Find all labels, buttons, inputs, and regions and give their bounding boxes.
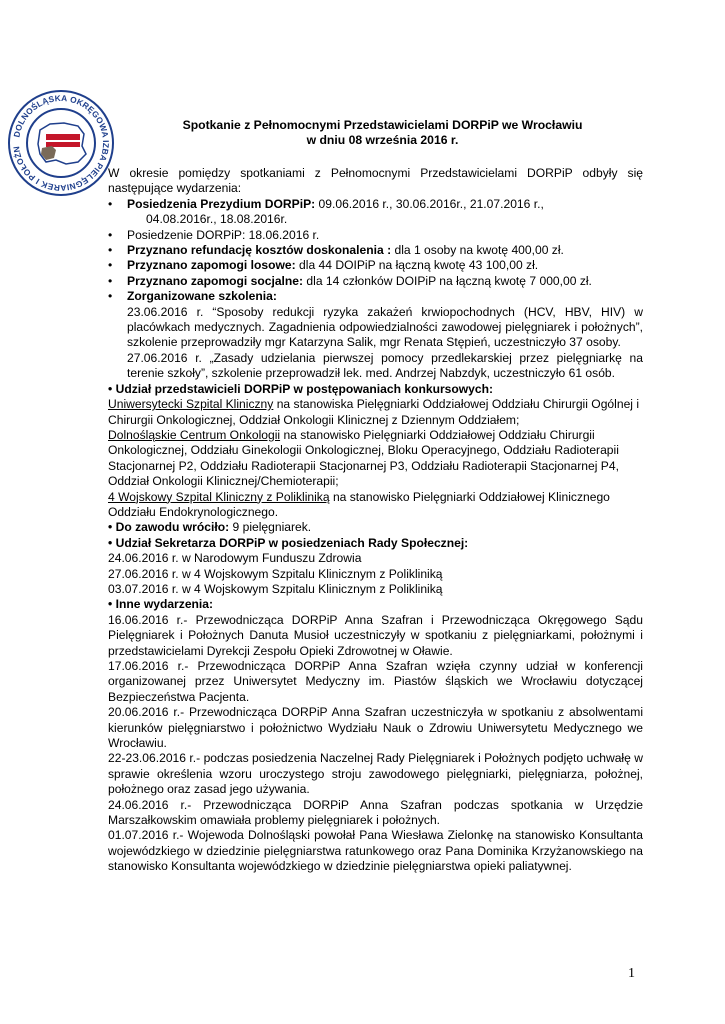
rada-entry: 24.06.2016 r. w Narodowym Funduszu Zdrowia <box>108 551 362 566</box>
document-body <box>108 166 643 875</box>
rady-label: • Udział Sekretarza DORPiP w posiedzeniach Rady Społecznej: <box>108 535 469 550</box>
rada-entry: 27.06.2016 r. w 4 Wojskowym Szpitalu Klinicznym z Polikliniką <box>108 566 443 581</box>
powroty-label: • Do zawodu wróciło: <box>108 520 230 535</box>
inne-label: • Inne wydarzenia: <box>108 597 214 612</box>
event-entry: 24.06.2016 r.- Przewodnicząca DORPiP Anna Szafran podczas spotkania w Urzędzie Marszałkowskim omawiała problemy pielęgniarek i położnych. <box>108 797 643 828</box>
svg-text:DOLNOŚLĄSKA OKRĘGOWA IZBA PIEL: DOLNOŚLĄSKA OKRĘGOWA IZBA PIELĘGNIAREK I POŁOŻN <box>11 92 112 194</box>
list-item-posiedzenie <box>108 228 643 243</box>
bullet: • <box>108 196 113 211</box>
event-entry: 22-23.06.2016 r.- podczas posiedzenia Naczelnej Rady Pielęgniarek i Położnych podjęto uchwałę w sprawie określenia wzoru uroczystego stroju zawodowego pielęgniarki, pielęgniarza, położnej, położnego oraz zasad jego używania. <box>108 751 643 797</box>
event-entry: 01.07.2016 r.- Wojewoda Dolnośląski powołał Pana Wiesława Zielonkę na stanowisko Konsultanta wojewódzkiego w dziedzinie pielęgniarstwa ratunkowego oraz Pana Dominika Krzyżanowskiego na stanowisko Konsultanta wojewódzkiego w dziedzinie pielęgniarstwa opieki paliatywnej. <box>108 828 643 874</box>
szkolenia-label: Zorganizowane szkolenia: <box>127 289 277 304</box>
konkurs-entry <box>108 490 643 521</box>
list-item-refundacje <box>108 243 643 258</box>
refundacje-value: dla 1 osoby na kwotę 400,00 zł. <box>391 243 564 258</box>
rada-entry: 03.07.2016 r. w 4 Wojskowym Szpitalu Klinicznym z Polikliniką <box>108 581 443 596</box>
losowe-label: Przyznano zapomogi losowe: <box>127 258 296 273</box>
event-entry: 16.06.2016 r.- Przewodnicząca DORPiP Anna Szafran i Przewodnicząca Okręgowego Sądu Pielęgniarek i Położnych Danuta Musioł uczestniczyły w spotkaniu z pielęgniarkami, położnymi i przedstawicielami Dyrekcji Zespołu Opieki Zdrowotnej w Oławie. <box>108 612 643 658</box>
szkolenie-entry: 27.06.2016 r. „Zasady udzielania pierwszej pomocy przedlekarskiej przez pielęgniarkę na terenie szkoły”, szkolenie przeprowadził lek. med. Andrzej Nabzdyk, uczestniczyło 61 osób. <box>127 350 643 381</box>
event-entry: 17.06.2016 r.- Przewodnicząca DORPiP Anna Szafran wzięła czynny udział w konferencji organizowanej przez Uniwersytet Medyczny im. Piastów śląskich we Wrocławiu dotyczącej Bezpieczeństwa Pacjenta. <box>108 659 643 704</box>
posiedzenie-text: Posiedzenie DORPiP: 18.06.2016 r. <box>127 227 320 242</box>
konkurs-text: na stanowisko Pielęgniarki Oddziałowej Klinicznego Oddziału Endokrynologicznego. <box>108 489 610 519</box>
powroty-value: 9 pielęgniarek. <box>229 520 312 535</box>
bullet: • <box>108 258 113 273</box>
losowe-value: dla 44 DOIPiP na łączną kwotę 43 100,00 zł. <box>295 258 539 273</box>
list-item-losowe <box>108 258 643 273</box>
socjalne-value: dla 14 członków DOIPiP na łączną kwotę 7 000,00 zł. <box>303 273 592 288</box>
hospital-name: Dolnośląskie Centrum Onkologii <box>108 427 281 442</box>
prezydium-dates2: 04.08.2016r., 18.08.2016r. <box>146 212 288 227</box>
konkurs-entry <box>108 428 643 490</box>
refundacje-label: Przyznano refundację kosztów doskonalenia : <box>127 243 392 258</box>
powroty-line <box>108 520 643 535</box>
socjalne-label: Przyznano zapomogi socjalne: <box>127 273 304 288</box>
list-item-socjalne <box>108 274 643 289</box>
bullet: • <box>108 273 113 288</box>
prezydium-label: Posiedzenia Prezydium DORPiP: <box>127 196 316 211</box>
list-item-szkolenia <box>108 289 643 381</box>
document-title-line1: Spotkanie z Pełnomocnymi Przedstawicielami DORPiP we Wrocławiu <box>182 118 583 132</box>
konkurs-text: na stanowiska Pielęgniarki Oddziałowej Oddziału Chirurgii Ogólnej i Chirurgii Onkologicznej, Oddział Onkologii Klinicznej z Dziennym Oddziałem; <box>108 397 640 427</box>
bullet: • <box>108 227 113 242</box>
intro-paragraph: W okresie pomiędzy spotkaniami z Pełnomocnymi Przedstawicielami DORPiP odbyły się następujące wydarzenia: <box>108 166 643 196</box>
konkurs-text: na stanowisko Pielęgniarki Oddziałowej Oddziału Chirurgii Onkologicznej, Oddziału Ginekologii Onkologicznej, Bloku Operacyjnego, Oddziału Radioterapii Stacjonarnej P2, Oddziału Radioterapii Stacjonarnej P3, Oddziału Radioterapii Stacjonarnej P4, Oddział Onkologii Klinicznej/Chemioterapii; <box>108 427 619 489</box>
konkurs-entry <box>108 397 643 428</box>
bullet: • <box>108 289 113 304</box>
list-item-prezydium <box>108 197 643 228</box>
bullet: • <box>108 243 113 258</box>
event-entry: 20.06.2016 r.- Przewodnicząca DORPiP Anna Szafran uczestniczyła w spotkaniu z absolwentami kierunków pielęgniarstwo i położnictwo Wydziału Nauk o Zdrowiu Uniwersytetu Medycznego we Wrocławiu. <box>108 705 643 751</box>
document-title-line2: w dniu 08 września 2016 r. <box>306 133 459 147</box>
prezydium-dates1: 09.06.2016 r., 30.06.2016r., 21.07.2016 r., <box>315 196 544 211</box>
hospital-name: Uniwersytecki Szpital Kliniczny <box>108 397 274 412</box>
hospital-name: 4 Wojskowy Szpital Kliniczny z Polikliniką <box>108 489 330 504</box>
konkursy-label: • Udział przedstawicieli DORPiP w postępowaniach konkursowych: <box>108 381 494 396</box>
szkolenie-entry: 23.06.2016 r. “Sposoby redukcji ryzyka zakażeń krwiopochodnych (HCV, HBV, HIV) w placówkach medycznych. Zagadnienia odpowiedzialności zawodowej pielęgniarek i położnych”, szkolenie przeprowadziły mgr Katarzyna Salik, mgr Renata Stępień, uczestniczyło 37 osoby. <box>127 304 643 350</box>
page-number: 1 <box>628 966 635 981</box>
